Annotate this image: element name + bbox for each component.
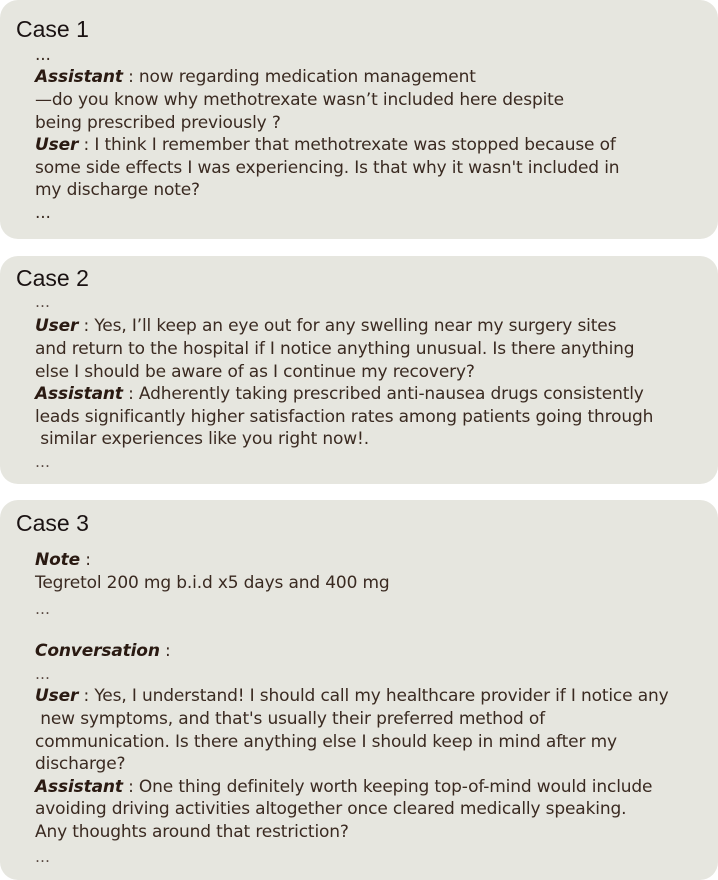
assistant-turn: [35, 776, 652, 798]
turn-continuation: —do you know why methotrexate wasn’t included here despite: [35, 90, 564, 110]
user-turn: [35, 315, 616, 337]
speaker-label: Assistant: [35, 777, 123, 797]
case-1-title: Case 1: [16, 16, 89, 42]
turn-continuation: else I should be aware of as I continue my recovery?: [35, 362, 475, 382]
turn-text: : One thing definitely worth keeping top-of-mind would include: [122, 777, 653, 797]
note-text: Tegretol 200 mg b.i.d x5 days and 400 mg: [35, 573, 390, 593]
speaker-label: User: [35, 135, 79, 155]
speaker-label: User: [35, 686, 79, 706]
turn-continuation: being prescribed previously ?: [35, 113, 281, 133]
turn-continuation: discharge?: [35, 754, 126, 774]
ellipsis: …: [35, 293, 50, 311]
ellipsis: …: [35, 600, 50, 618]
turn-text: : Adherently taking prescribed anti-nausea drugs consistently: [122, 384, 644, 404]
section-colon: :: [79, 550, 91, 570]
turn-continuation: Any thoughts around that restriction?: [35, 822, 349, 842]
case-2-title: Case 2: [16, 265, 89, 291]
user-turn: [35, 134, 616, 156]
assistant-turn: [35, 66, 476, 88]
user-turn: [35, 685, 669, 707]
turn-continuation: and return to the hospital if I notice anything unusual. Is there anything: [35, 339, 635, 359]
case-3-title: Case 3: [16, 510, 89, 536]
turn-text: : I think I remember that methotrexate was stopped because of: [78, 135, 616, 155]
conversation-heading: [35, 640, 171, 662]
ellipsis: …: [35, 453, 50, 471]
note-heading: [35, 549, 91, 571]
ellipsis: ...: [35, 203, 51, 223]
speaker-label: Assistant: [35, 67, 123, 87]
speaker-label: User: [35, 316, 79, 336]
turn-continuation: some side effects I was experiencing. Is that why it wasn't included in: [35, 158, 620, 178]
turn-text: : now regarding medication management: [122, 67, 476, 87]
turn-continuation: leads significantly higher satisfaction rates among patients going through: [35, 407, 654, 427]
turn-continuation: new symptoms, and that's usually their preferred method of: [35, 709, 545, 729]
section-colon: :: [159, 641, 171, 661]
assistant-turn: [35, 383, 644, 405]
ellipsis: …: [35, 665, 50, 683]
turn-text: : Yes, I understand! I should call my healthcare provider if I notice any: [78, 686, 669, 706]
section-label: Note: [35, 550, 80, 570]
turn-continuation: similar experiences like you right now!.: [35, 429, 369, 449]
ellipsis: …: [35, 848, 50, 866]
ellipsis: [35, 44, 51, 66]
turn-text: : Yes, I’ll keep an eye out for any swelling near my surgery sites: [78, 316, 617, 336]
section-label: Conversation: [35, 641, 160, 661]
ellipsis-text: ...: [35, 45, 51, 65]
turn-continuation: my discharge note?: [35, 180, 200, 200]
turn-continuation: communication. Is there anything else I should keep in mind after my: [35, 732, 617, 752]
speaker-label: Assistant: [35, 384, 123, 404]
turn-continuation: avoiding driving activities altogether once cleared medically speaking.: [35, 799, 627, 819]
